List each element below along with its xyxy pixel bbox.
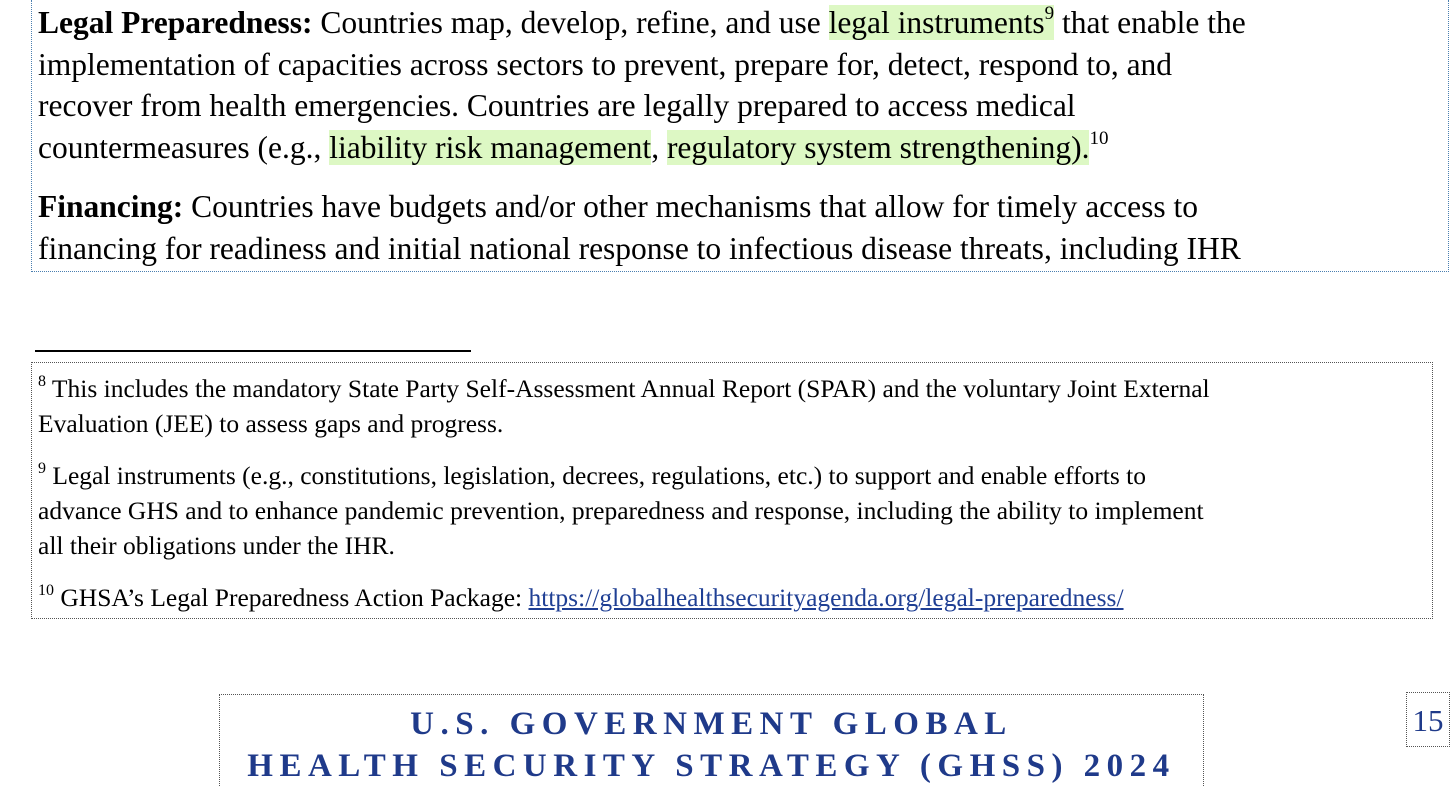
footnote-text: Legal instruments (e.g., constitutions, legislation, decrees, regulations, etc.) to support and enable efforts to — [52, 461, 1146, 490]
financing-line2: financing for readiness and initial national response to infectious disease threats, including IHR — [38, 230, 1241, 266]
liability-risk-highlight: liability risk management — [329, 129, 652, 165]
footnote-ref-10[interactable]: 10 — [1089, 127, 1109, 149]
legal-line2: implementation of capacities across sectors to prevent, prepare for, detect, respond to, and — [38, 46, 1173, 82]
footnotes-box — [31, 362, 1433, 619]
footer-title-line2: HEALTH SECURITY STRATEGY (GHSS) 2024 — [247, 748, 1176, 784]
footnote-number: 8 — [38, 373, 46, 390]
footnote-text: advance GHS and to enhance pandemic prevention, preparedness and response, including the ability to implement — [38, 496, 1204, 525]
financing-heading: Financing: — [38, 189, 184, 224]
footnote-number: 10 — [38, 582, 54, 599]
footnote-ref-9[interactable]: 9 — [1044, 3, 1055, 24]
footnote-text: Evaluation (JEE) to assess gaps and progress. — [38, 409, 504, 438]
footnote-number: 9 — [38, 460, 46, 477]
regulatory-system-text: regulatory system strengthening — [666, 129, 1072, 165]
legal-instruments-highlight — [829, 5, 1055, 40]
legal-instruments-text: legal instruments — [828, 5, 1045, 40]
footnote-8 — [38, 371, 1210, 441]
legal-line1-text: Countries map, develop, refine, and use — [320, 5, 821, 40]
legal-line4-end: ). — [1071, 129, 1090, 165]
legal-preparedness-heading: Legal Preparedness: — [38, 5, 313, 40]
legal-preparedness-link[interactable]: https://globalhealthsecurityagenda.org/legal-preparedness/ — [528, 583, 1124, 612]
footnote-text: all their obligations under the IHR. — [38, 531, 395, 560]
footnote-text: This includes the mandatory State Party Self-Assessment Annual Report (SPAR) and the voluntary Joint External — [51, 374, 1210, 403]
financing-paragraph — [38, 186, 1241, 269]
footnote-10 — [38, 580, 1124, 615]
legal-line1-end: that enable the — [1062, 5, 1246, 40]
footnote-9 — [38, 458, 1204, 563]
page-number: 15 — [1406, 692, 1450, 747]
footnote-separator — [35, 350, 471, 352]
document-footer-title — [219, 694, 1204, 787]
financing-line1: Countries have budgets and/or other mechanisms that allow for timely access to — [191, 189, 1199, 224]
footnote-text: GHSA’s Legal Preparedness Action Package: — [60, 583, 523, 612]
legal-line3: recover from health emergencies. Countries are legally prepared to access medical — [38, 88, 1076, 123]
legal-line4-text: countermeasures (e.g., — [38, 129, 322, 165]
legal-preparedness-paragraph — [38, 2, 1246, 168]
regulatory-system-highlight — [667, 130, 1090, 165]
footer-title-line1: U.S. GOVERNMENT GLOBAL — [410, 706, 1013, 742]
legal-line4-sep: , — [651, 129, 660, 165]
main-text-box — [31, 0, 1449, 272]
